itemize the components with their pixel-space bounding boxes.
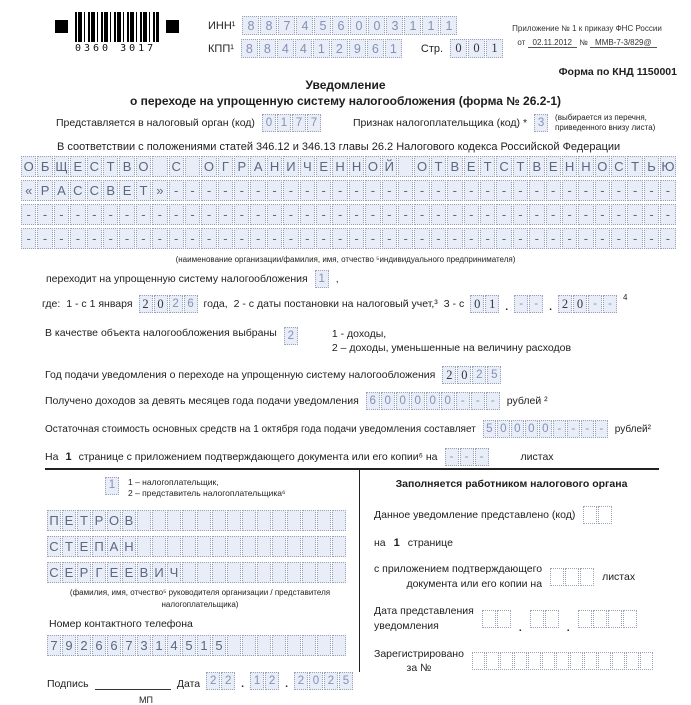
form-title-line1: Уведомление [305,78,386,92]
barcode-anchor-square-left [55,20,68,33]
appendix-number: ММВ-7-3/829@ [590,38,657,48]
submission-date-label [374,604,474,633]
submission-date-month-field[interactable] [530,610,559,628]
form-title-line2: о переходе на упрощенную систему налогообложения (форма № 26.2-1) [129,94,562,109]
signer-option1: 1 – налогоплательщик, [128,477,219,487]
attachment-label [374,562,542,591]
income-rubles-label: рублей ² [506,395,548,407]
submission-year-row [45,366,501,384]
tax-office-header: Заполняется работником налогового органа [395,478,628,490]
sign-date-month-field[interactable]: 1 2 [250,672,279,690]
phone-label: Номер контактного телефона [49,617,193,630]
tax-object-code-field[interactable]: 2 [284,327,298,345]
other-date-year-field[interactable]: 2 0 - - [558,295,617,313]
org-name-block [21,156,676,252]
transition-code-field[interactable]: 1 [315,270,329,288]
submission-date-day-field[interactable] [482,610,511,628]
appendix-ot: от [517,38,526,48]
submission-date-label-line1: Дата представления [374,605,474,618]
signer-type-field[interactable]: 1 [105,477,119,495]
appendix-note [486,22,688,51]
signer-name-caption-line1: (фамилия, имя, отчество⁵ руководителя организации / представителя [69,587,331,597]
barcode-stripes-icon [75,12,159,42]
page-number-field[interactable]: 0 0 1 [450,39,503,58]
income-label: Получено доходов за девять месяцев года подачи уведомления [45,395,359,407]
where-prefix: где: [42,298,61,310]
knd-form-code: Форма по КНД 1150001 [558,66,677,78]
tax-object-row [45,327,571,355]
date-separator-dot: . [566,621,570,634]
submitted-code-label: Данное уведомление представлено (код) [374,508,576,521]
income-amount-field[interactable]: 6 0 0 0 0 0 - - - [366,392,500,410]
kpp-row [208,39,503,58]
tax-authority-row [56,113,655,134]
where-year-suffix: года, [203,298,228,310]
attachment-sheets-field[interactable]: - - - [445,448,489,466]
signature-line[interactable] [95,676,171,690]
appendix-no: № [579,38,588,48]
inn-label: ИНН¹ [208,19,236,32]
attachment-label-line2: документа или его копии на [406,577,543,590]
registration-label-line1: Зарегистрировано [374,647,464,660]
date-separator-dot: . [549,301,553,313]
transition-date-options-row [42,292,628,313]
tax-object-option2: 2 – доходы, уменьшенные на величину расходов [331,342,572,355]
attachment-pages-row [45,448,554,466]
where-option1-label: 1 - с 1 января [66,298,133,310]
registration-row [374,647,659,676]
submission-date-label-line2: уведомления [374,620,439,633]
submitted-code-field[interactable] [583,506,612,524]
on-pages-b: странице [407,537,453,549]
pages-label-a: На [45,451,59,463]
attachment-row [374,562,659,591]
appendix-date: 02.11.2012 [528,38,577,48]
appendix-line2 [486,36,688,50]
signer-option2: 2 – представитель налогоплательщика⁶ [128,488,286,499]
form-title [0,77,691,109]
tax-authority-code-field[interactable]: 0 1 7 7 [262,114,321,132]
attachment-sheets-office-field[interactable] [550,568,594,586]
org-name-row-4[interactable]: - - - - - - - - - - - - - - - - - - - - - - - - - - - - - - - - - - - - - - - - [21,228,676,249]
date-separator-dot: . [518,621,522,634]
submission-year-label: Год подачи уведомления о переходе на упрощенную систему налогообложения [45,369,436,381]
transition-label: переходит на упрощенную систему налогообложения [46,273,308,285]
submission-date-row [374,604,659,633]
barcode-digits: 0360 3017 [75,43,157,54]
signer-type-row [105,477,353,500]
tax-object-option1: 1 - доходы, [331,328,387,340]
org-name-row-2[interactable]: « Р А С С В Е Т » - - - - - - - - - - - - - - - - - - - - - - - - - - - - - - - [21,180,676,201]
signer-middlename-field[interactable]: С Е Р Г Е Е В И Ч [47,562,346,583]
signer-lastname-field[interactable]: П Е Т Р О В [47,510,346,531]
signer-name-caption [47,587,353,611]
transition-row [46,270,339,288]
date-label: Дата [176,677,201,690]
page-number-label: Стр. [420,42,444,55]
fixed-assets-label: Остаточная стоимость основных средств на 1 октября года подачи уведомления составляет [45,423,476,435]
date-separator-dot: . [505,301,509,313]
org-name-row-1[interactable]: О Б Щ Е С Т В О С О Г Р А Н И Ч Е Н Н О Й О Т В Е Т С Т В Е Н Н О С Т Ь Ю [21,156,676,177]
pages-label-b: странице с приложением подтверждающего документа или его копии⁶ на [78,451,438,463]
sign-date-year-field[interactable]: 2 0 2 5 [294,672,353,690]
transition-comma: , [335,273,339,285]
registration-number-field[interactable] [472,652,653,670]
barcode-anchor-square-right [166,20,179,33]
signature-row [47,667,353,690]
attachment-sheets-label: листах [602,570,636,583]
fixed-assets-amount-field[interactable]: 5 0 0 0 0 - - - - [483,420,608,438]
payer-attr-note [555,113,655,134]
where-option3-label: 3 - с [443,298,465,310]
on-pages-count: 1 [393,537,400,549]
sign-date-day-field[interactable]: 2 2 [206,672,235,690]
date-separator-dot: . [241,677,245,690]
stamp-place-label: МП [139,694,153,705]
attachment-label-line1: с приложением подтверждающего [374,563,543,575]
payer-attr-label: Признак налогоплательщика (код) * [352,117,528,130]
appendix-line1: Приложение № 1 к приказу ФНС России [512,24,662,33]
payer-attr-code-field[interactable]: 3 [534,114,548,132]
taxpayer-column [45,470,360,705]
inn-row [208,16,457,35]
registration-label-line2: за № [406,662,432,675]
kpp-label: КПП¹ [208,42,234,55]
on-pages-row [374,537,659,549]
barcode [55,12,185,54]
submitted-code-row [374,506,659,524]
phone-field[interactable]: 7 9 2 6 6 7 3 1 4 5 1 5 [47,635,346,656]
date-separator-dot: . [285,677,288,690]
fixed-assets-rubles-label: рублей² [614,423,651,435]
org-name-row-3[interactable]: - - - - - - - - - - - - - - - - - - - - - - - - - - - - - - - - - - - - - - - - [21,204,676,225]
tax-office-column [360,470,659,675]
fixed-assets-row [45,420,651,438]
payer-attr-note-line1: (выбирается из перечня, [555,113,647,122]
signer-firstname-field[interactable]: С Т Е П А Н [47,536,346,557]
signer-name-caption-line2: налогоплательщика) [161,599,239,609]
signature-label: Подпись [47,677,89,690]
tax-object-options [332,327,571,355]
payer-attr-note-line2: приведенного внизу листа) [555,123,656,133]
signer-type-options [128,477,286,500]
kpp-field[interactable]: 8 8 4 4 1 2 9 6 1 [241,39,402,58]
sheets-label: листах [520,451,554,463]
tax-object-label: В качестве объекта налогообложения выбраны [45,327,277,339]
submission-date-year-field[interactable] [578,610,637,628]
tax-authority-label: Представляется в налоговый орган (код) [56,117,255,130]
on-pages-a: на [374,537,386,549]
other-date-month-field[interactable]: - - [514,295,543,313]
pages-count: 1 [65,451,72,463]
where-option2-label: 2 - с даты постановки на налоговый учет,³ [233,298,438,310]
income-row [45,392,548,410]
footnote-4-marker: 4 [623,292,628,302]
other-date-day-field[interactable]: 0 1 [470,295,499,313]
submission-year-field[interactable]: 2 0 2 5 [442,366,501,384]
signature-section [45,468,659,705]
inn-field[interactable]: 8 8 7 4 5 6 0 0 3 1 1 1 [242,16,457,35]
registration-label [374,647,464,676]
law-reference-line: В соответствии с положениями статей 346.12 и 346.13 главы 26.2 Налогового кодекса Российской Федерации [57,141,621,153]
transition-year-field[interactable]: 2 0 2 6 [139,295,198,313]
org-name-caption: (наименование организации/фамилия, имя, отчество ⁵индивидуального предпринимателя) [175,255,516,264]
